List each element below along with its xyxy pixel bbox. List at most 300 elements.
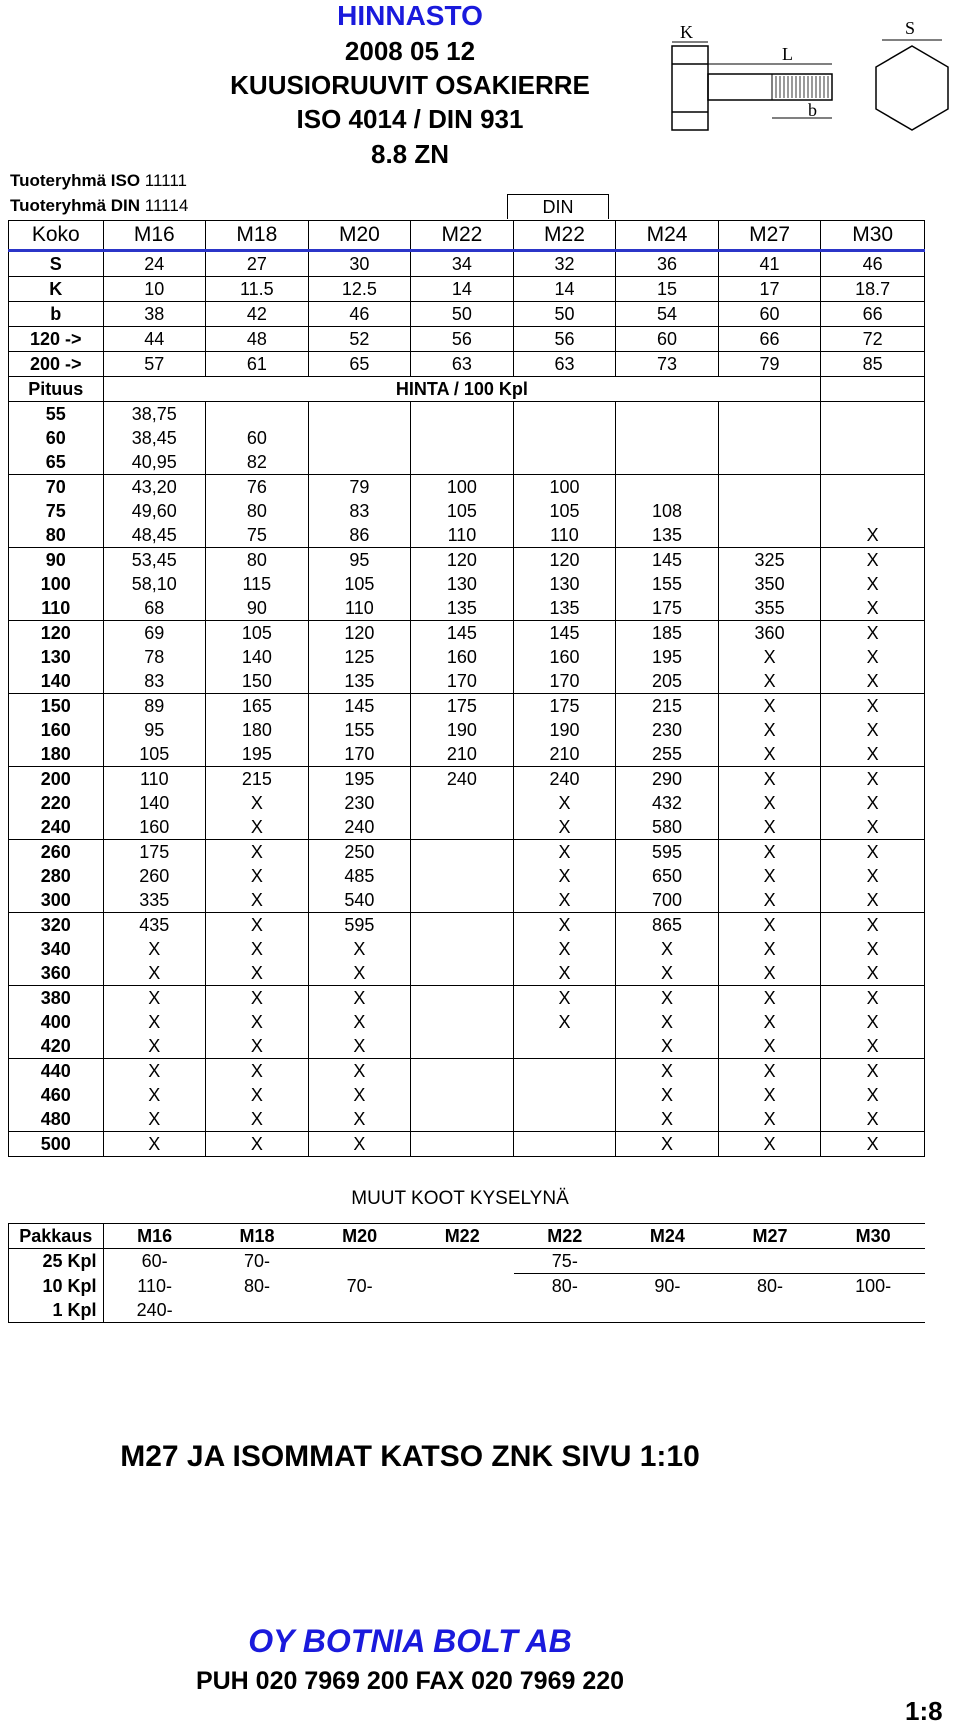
price-cell: X xyxy=(821,694,925,719)
length-label: 100 xyxy=(9,572,104,596)
empty-header-cell xyxy=(821,377,925,402)
length-label: 55 xyxy=(9,402,104,427)
price-cell: 135 xyxy=(616,523,719,548)
price-cell: X xyxy=(616,1083,719,1107)
price-cell: 155 xyxy=(308,718,411,742)
packaging-size-cell: M30 xyxy=(821,1224,925,1249)
price-row xyxy=(9,523,925,548)
price-row xyxy=(9,767,925,792)
price-row xyxy=(9,621,925,646)
price-cell: 325 xyxy=(718,548,821,573)
price-row xyxy=(9,402,925,427)
price-cell xyxy=(513,402,616,427)
price-cell: X xyxy=(718,1010,821,1034)
price-row xyxy=(9,499,925,523)
iso-group xyxy=(10,171,187,191)
price-cell: 290 xyxy=(616,767,719,792)
price-cell: X xyxy=(821,1132,925,1157)
price-cell: 120 xyxy=(411,548,514,573)
price-cell xyxy=(411,986,514,1011)
price-cell: 140 xyxy=(103,791,206,815)
size-header-cell: M18 xyxy=(206,221,309,251)
price-cell: X xyxy=(718,913,821,938)
price-cell: 108 xyxy=(616,499,719,523)
price-cell: X xyxy=(103,1059,206,1084)
price-cell xyxy=(308,426,411,450)
price-cell: X xyxy=(206,864,309,888)
product-title: KUUSIORUUVIT OSAKIERRE xyxy=(230,70,590,100)
price-cell xyxy=(616,450,719,475)
length-label: 150 xyxy=(9,694,104,719)
price-cell: X xyxy=(616,986,719,1011)
price-cell: 135 xyxy=(308,669,411,694)
price-row xyxy=(9,1132,925,1157)
price-cell: 140 xyxy=(206,645,309,669)
packaging-price-cell xyxy=(411,1274,514,1299)
price-cell: X xyxy=(206,815,309,840)
packaging-price-cell: 240- xyxy=(103,1298,206,1323)
price-cell xyxy=(411,815,514,840)
packaging-price-cell: 80- xyxy=(757,1276,784,1296)
price-cell: X xyxy=(718,718,821,742)
price-cell: X xyxy=(206,986,309,1011)
bolt-diagram xyxy=(660,22,960,142)
price-cell: X xyxy=(616,937,719,961)
price-cell: 190 xyxy=(411,718,514,742)
size-header-cell: M20 xyxy=(308,221,411,251)
packaging-price-cell xyxy=(719,1249,822,1274)
size-header-cell: M27 xyxy=(718,221,821,251)
price-cell xyxy=(513,1107,616,1132)
price-cell xyxy=(411,888,514,913)
price-cell: 432 xyxy=(616,791,719,815)
price-cell: 195 xyxy=(308,767,411,792)
price-cell: 105 xyxy=(513,499,616,523)
price-cell xyxy=(513,1059,616,1084)
price-cell: 95 xyxy=(308,548,411,573)
contact-line: PUH 020 7969 200 FAX 020 7969 220 xyxy=(195,1667,625,1695)
length-label: 65 xyxy=(9,450,104,475)
din-group-value: 11114 xyxy=(144,196,189,215)
price-row xyxy=(9,645,925,669)
price-cell xyxy=(411,937,514,961)
price-cell: X xyxy=(718,888,821,913)
din-column-tag: DIN xyxy=(507,194,609,219)
length-label: 75 xyxy=(9,499,104,523)
price-cell: 95 xyxy=(103,718,206,742)
price-cell: 105 xyxy=(103,742,206,767)
price-cell: 135 xyxy=(513,596,616,621)
price-cell: X xyxy=(206,791,309,815)
price-cell xyxy=(718,402,821,427)
price-cell xyxy=(411,1059,514,1084)
dimension-s-label: S xyxy=(905,22,916,38)
price-row xyxy=(9,669,925,694)
price-cell xyxy=(411,1083,514,1107)
dimension-cell: 36 xyxy=(616,251,719,277)
price-cell: X xyxy=(821,1083,925,1107)
price-cell xyxy=(821,450,925,475)
dimension-cell: 38 xyxy=(103,302,206,327)
grade-title: 8.8 ZN xyxy=(370,139,450,169)
price-cell: 435 xyxy=(103,913,206,938)
price-cell: 160 xyxy=(513,645,616,669)
price-cell: X xyxy=(718,840,821,865)
price-cell: X xyxy=(718,815,821,840)
price-cell: X xyxy=(308,1034,411,1059)
price-cell xyxy=(821,402,925,427)
price-cell: 110 xyxy=(103,767,206,792)
hexagon-head-icon xyxy=(876,40,948,130)
price-row xyxy=(9,864,925,888)
price-cell: X xyxy=(718,1059,821,1084)
price-cell xyxy=(616,402,719,427)
price-cell: 215 xyxy=(206,767,309,792)
length-label: 480 xyxy=(9,1107,104,1132)
packaging-price-cell xyxy=(719,1298,822,1323)
packaging-price-cell xyxy=(308,1249,411,1274)
price-cell xyxy=(616,426,719,450)
price-cell: 145 xyxy=(616,548,719,573)
length-label: 220 xyxy=(9,791,104,815)
price-cell: X xyxy=(821,986,925,1011)
price-cell xyxy=(411,402,514,427)
price-cell: X xyxy=(821,961,925,986)
price-cell: 60 xyxy=(206,426,309,450)
price-row xyxy=(9,1107,925,1132)
price-cell xyxy=(411,864,514,888)
price-cell: X xyxy=(821,913,925,938)
price-cell: 86 xyxy=(308,523,411,548)
price-cell xyxy=(821,426,925,450)
price-cell: 58,10 xyxy=(103,572,206,596)
length-header-label: Pituus xyxy=(9,377,104,402)
price-cell: 76 xyxy=(206,475,309,500)
price-cell xyxy=(513,426,616,450)
price-cell: X xyxy=(513,815,616,840)
price-cell: X xyxy=(821,767,925,792)
price-cell: X xyxy=(513,791,616,815)
price-cell: 595 xyxy=(308,913,411,938)
price-cell: 355 xyxy=(718,596,821,621)
packaging-price-cell: 70- xyxy=(243,1251,270,1272)
dimension-cell: 10 xyxy=(103,277,206,302)
price-cell: X xyxy=(513,888,616,913)
packaging-price-cell xyxy=(411,1298,514,1323)
dimension-row xyxy=(9,277,925,302)
length-label: 420 xyxy=(9,1034,104,1059)
price-cell xyxy=(718,426,821,450)
price-table xyxy=(8,220,925,1157)
length-label: 260 xyxy=(9,840,104,865)
price-cell: X xyxy=(308,1132,411,1157)
dimension-cell: 46 xyxy=(821,251,925,277)
dimension-row-label: 200 -> xyxy=(9,352,104,377)
price-cell xyxy=(718,523,821,548)
dimension-row xyxy=(9,251,925,277)
packaging-price-cell xyxy=(821,1249,925,1274)
price-cell: X xyxy=(821,718,925,742)
price-cell: X xyxy=(206,1059,309,1084)
price-cell: 100 xyxy=(411,475,514,500)
length-label: 240 xyxy=(9,815,104,840)
price-row xyxy=(9,913,925,938)
price-cell: X xyxy=(718,1107,821,1132)
packaging-price-cell: 90- xyxy=(654,1276,681,1296)
packaging-header-row xyxy=(9,1224,926,1249)
price-cell: 120 xyxy=(308,621,411,646)
dimension-l-label: L xyxy=(782,44,793,64)
price-cell: 160 xyxy=(103,815,206,840)
price-cell: 82 xyxy=(206,450,309,475)
packaging-price-cell: 100- xyxy=(855,1276,892,1296)
price-cell: 90 xyxy=(206,596,309,621)
dimension-cell: 54 xyxy=(616,302,719,327)
length-label: 460 xyxy=(9,1083,104,1107)
page-number: 1:8 xyxy=(905,1696,943,1726)
price-cell: 175 xyxy=(103,840,206,865)
price-cell: X xyxy=(616,1059,719,1084)
price-cell: X xyxy=(718,767,821,792)
price-cell: 105 xyxy=(206,621,309,646)
price-row xyxy=(9,1034,925,1059)
price-cell: 69 xyxy=(103,621,206,646)
price-cell: 78 xyxy=(103,645,206,669)
price-row xyxy=(9,596,925,621)
price-cell: 240 xyxy=(411,767,514,792)
price-cell: 165 xyxy=(206,694,309,719)
dimension-cell: 66 xyxy=(821,302,925,327)
price-cell: 170 xyxy=(411,669,514,694)
price-cell xyxy=(411,1107,514,1132)
price-cell: X xyxy=(308,1107,411,1132)
price-cell: X xyxy=(206,937,309,961)
packaging-row-label: 10 Kpl xyxy=(9,1274,104,1299)
price-cell xyxy=(308,402,411,427)
price-row xyxy=(9,718,925,742)
dimension-cell: 41 xyxy=(718,251,821,277)
price-row xyxy=(9,1010,925,1034)
price-cell: X xyxy=(308,961,411,986)
price-cell xyxy=(308,450,411,475)
dimension-cell: 52 xyxy=(308,327,411,352)
price-cell: 240 xyxy=(308,815,411,840)
price-cell: 43,20 xyxy=(103,475,206,500)
packaging-price-cell: 80- xyxy=(243,1275,270,1296)
price-cell: 595 xyxy=(616,840,719,865)
price-cell: 195 xyxy=(616,645,719,669)
size-header-cell: M16 xyxy=(103,221,206,251)
price-cell: 485 xyxy=(308,864,411,888)
price-row xyxy=(9,475,925,500)
dimension-cell: 46 xyxy=(308,302,411,327)
dimension-cell: 24 xyxy=(103,251,206,277)
price-cell: X xyxy=(718,669,821,694)
dimension-cell: 56 xyxy=(513,327,616,352)
price-row xyxy=(9,1059,925,1084)
price-cell: 350 xyxy=(718,572,821,596)
length-label: 130 xyxy=(9,645,104,669)
length-label: 60 xyxy=(9,426,104,450)
iso-group-label: Tuoteryhmä ISO xyxy=(10,171,141,190)
price-cell: 175 xyxy=(411,694,514,719)
price-row xyxy=(9,694,925,719)
packaging-row-label: 25 Kpl xyxy=(9,1249,104,1274)
price-cell xyxy=(411,840,514,865)
size-header-cell: M24 xyxy=(616,221,719,251)
price-cell: 68 xyxy=(103,596,206,621)
price-cell: 260 xyxy=(103,864,206,888)
packaging-price-cell xyxy=(616,1298,719,1323)
length-label: 200 xyxy=(9,767,104,792)
price-cell: X xyxy=(718,937,821,961)
price-cell: X xyxy=(718,1083,821,1107)
price-cell: 79 xyxy=(308,475,411,500)
dimension-cell: 79 xyxy=(718,352,821,377)
din-group-label: Tuoteryhmä DIN xyxy=(10,196,141,215)
price-cell: 105 xyxy=(411,499,514,523)
packaging-price-cell: 60- xyxy=(141,1251,168,1272)
price-cell xyxy=(513,1034,616,1059)
price-cell: X xyxy=(718,864,821,888)
price-cell xyxy=(411,1034,514,1059)
price-cell xyxy=(513,450,616,475)
price-cell: 360 xyxy=(718,621,821,646)
price-row xyxy=(9,986,925,1011)
packaging-price-cell: 75- xyxy=(514,1249,617,1274)
price-cell: 580 xyxy=(616,815,719,840)
price-cell: 89 xyxy=(103,694,206,719)
price-cell xyxy=(411,450,514,475)
length-label: 440 xyxy=(9,1059,104,1084)
price-cell: X xyxy=(821,1059,925,1084)
price-cell: X xyxy=(821,742,925,767)
price-cell: 110 xyxy=(308,596,411,621)
packaging-price-cell: 70- xyxy=(346,1275,373,1296)
packaging-size-cell: M20 xyxy=(308,1224,411,1249)
price-row xyxy=(9,742,925,767)
price-cell: 75 xyxy=(206,523,309,548)
dimension-cell: 34 xyxy=(411,251,514,277)
length-label: 110 xyxy=(9,596,104,621)
price-cell xyxy=(821,499,925,523)
price-cell: X xyxy=(513,913,616,938)
price-cell: X xyxy=(821,572,925,596)
price-cell: 700 xyxy=(616,888,719,913)
price-cell: 540 xyxy=(308,888,411,913)
price-cell: X xyxy=(821,1010,925,1034)
price-cell xyxy=(718,450,821,475)
price-cell: X xyxy=(821,596,925,621)
price-cell: X xyxy=(513,840,616,865)
price-cell: X xyxy=(821,791,925,815)
length-label: 120 xyxy=(9,621,104,646)
price-cell: 335 xyxy=(103,888,206,913)
price-cell: X xyxy=(718,1034,821,1059)
packaging-price-cell: 80- xyxy=(551,1276,578,1296)
packaging-price-cell xyxy=(206,1298,309,1323)
price-cell: X xyxy=(718,986,821,1011)
packaging-price-cell xyxy=(411,1249,514,1274)
price-cell: X xyxy=(821,815,925,840)
price-cell: 135 xyxy=(411,596,514,621)
company-name: OY BOTNIA BOLT AB xyxy=(248,1623,572,1659)
price-cell: 115 xyxy=(206,572,309,596)
dimension-cell: 14 xyxy=(513,277,616,302)
price-cell: X xyxy=(103,961,206,986)
dimension-cell: 48 xyxy=(206,327,309,352)
price-cell xyxy=(718,475,821,500)
length-label: 500 xyxy=(9,1132,104,1157)
price-cell: X xyxy=(103,1107,206,1132)
price-cell xyxy=(718,499,821,523)
price-row xyxy=(9,548,925,573)
price-cell: 170 xyxy=(513,669,616,694)
dimension-cell: 27 xyxy=(206,251,309,277)
length-label: 300 xyxy=(9,888,104,913)
price-cell: 38,45 xyxy=(103,426,206,450)
length-label: 70 xyxy=(9,475,104,500)
dimension-cell: 50 xyxy=(411,302,514,327)
price-cell: 145 xyxy=(411,621,514,646)
price-cell: X xyxy=(206,1010,309,1034)
price-cell: 180 xyxy=(206,718,309,742)
price-cell: 215 xyxy=(616,694,719,719)
price-cell: 230 xyxy=(308,791,411,815)
price-cell: X xyxy=(513,937,616,961)
price-cell: X xyxy=(308,986,411,1011)
dimension-cell: 65 xyxy=(308,352,411,377)
length-label: 180 xyxy=(9,742,104,767)
standard-title: ISO 4014 / DIN 931 xyxy=(296,104,524,134)
price-cell: 175 xyxy=(513,694,616,719)
price-cell: 110 xyxy=(411,523,514,548)
price-cell: X xyxy=(718,1132,821,1157)
price-cell: 865 xyxy=(616,913,719,938)
price-cell: 160 xyxy=(411,645,514,669)
dimension-cell: 61 xyxy=(206,352,309,377)
dimension-cell: 63 xyxy=(411,352,514,377)
price-row xyxy=(9,840,925,865)
packaging-price-cell: 110- xyxy=(137,1275,172,1296)
bolt-dimension-labels xyxy=(680,22,915,120)
packaging-size-cell: M18 xyxy=(206,1224,309,1249)
price-cell: X xyxy=(821,523,925,548)
price-cell: 150 xyxy=(206,669,309,694)
dimension-cell: 50 xyxy=(513,302,616,327)
price-cell: 210 xyxy=(411,742,514,767)
price-cell: 175 xyxy=(616,596,719,621)
price-cell: 190 xyxy=(513,718,616,742)
price-cell: X xyxy=(103,937,206,961)
price-cell: X xyxy=(206,1034,309,1059)
price-cell: X xyxy=(308,1083,411,1107)
price-cell: 185 xyxy=(616,621,719,646)
dimension-cell: 66 xyxy=(718,327,821,352)
price-cell: X xyxy=(206,961,309,986)
price-cell: X xyxy=(821,548,925,573)
length-label: 320 xyxy=(9,913,104,938)
price-cell: 80 xyxy=(206,499,309,523)
price-cell: X xyxy=(821,937,925,961)
dimension-row-label: S xyxy=(9,251,104,277)
price-cell: 105 xyxy=(308,572,411,596)
dimension-cell: 73 xyxy=(616,352,719,377)
price-cell: X xyxy=(821,840,925,865)
price-cell: 130 xyxy=(411,572,514,596)
price-cell: X xyxy=(616,1034,719,1059)
price-cell: X xyxy=(513,864,616,888)
